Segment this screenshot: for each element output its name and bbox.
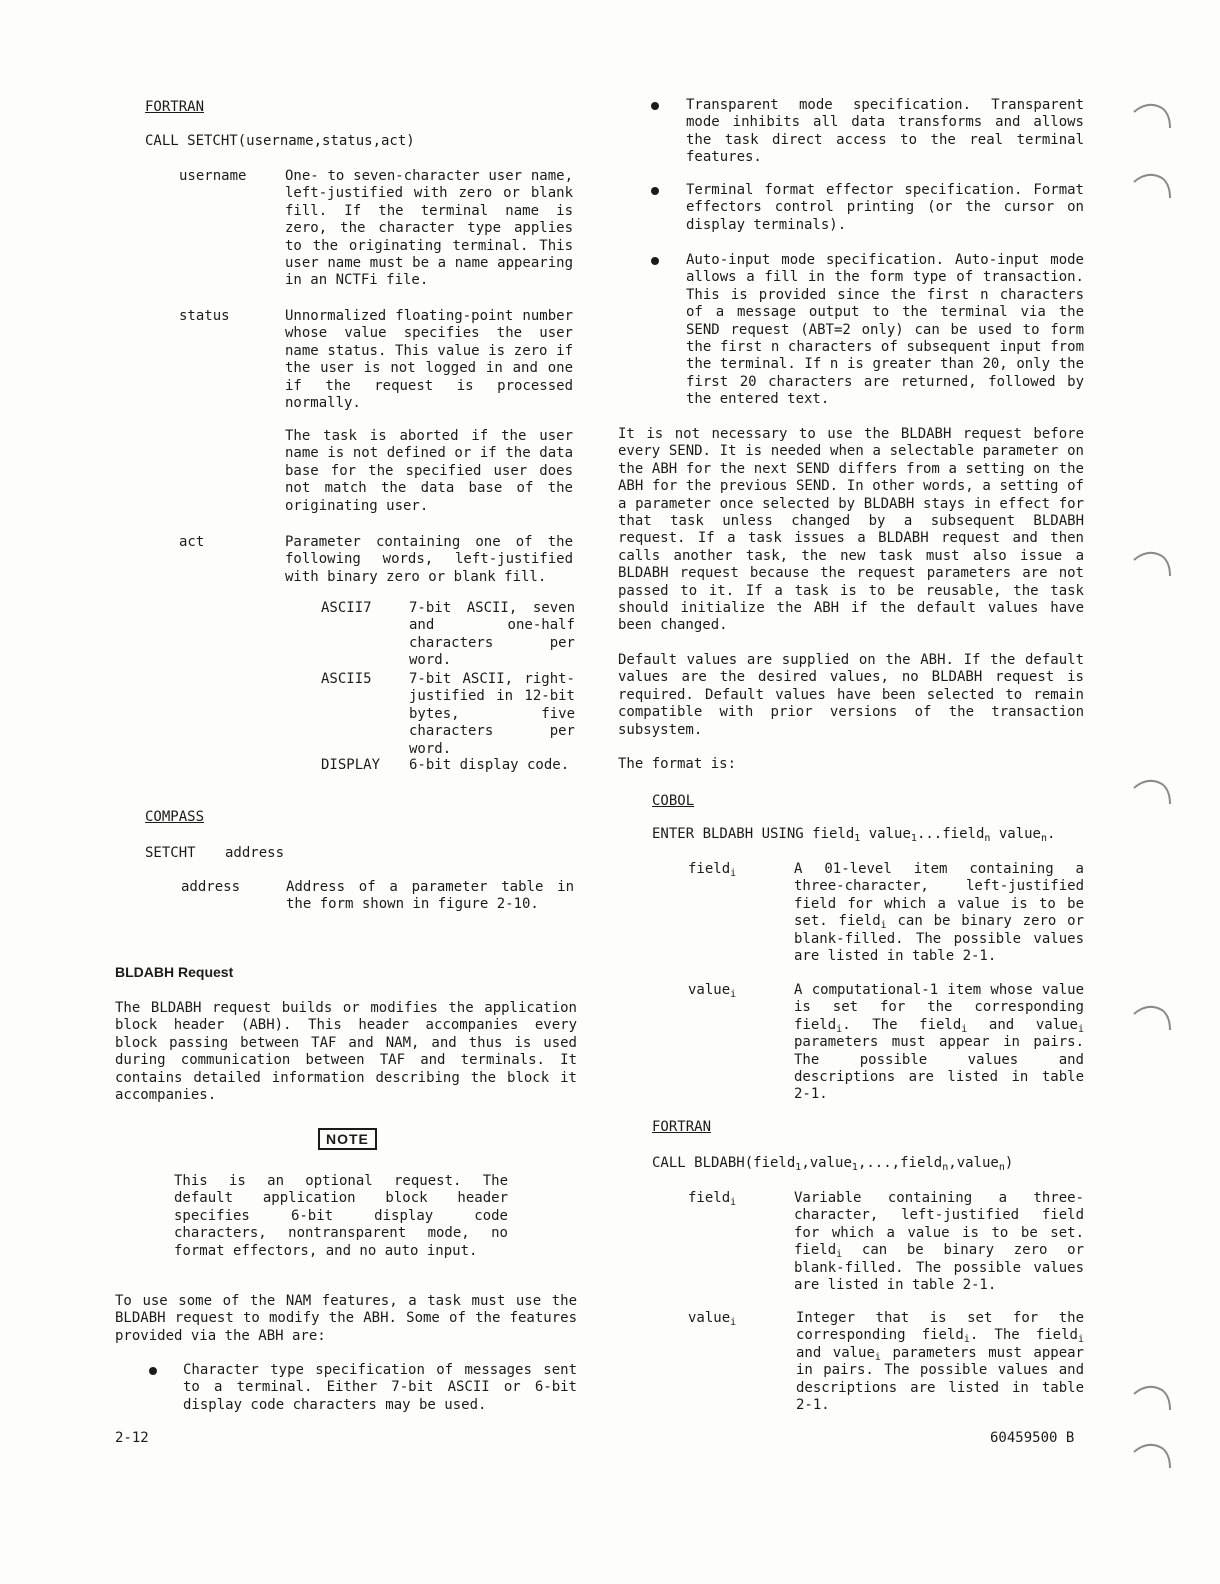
page-number: 2-12	[115, 1430, 149, 1446]
option-display-def: 6-bit display code.	[409, 757, 570, 773]
compass-call-arg: address	[225, 845, 285, 861]
fortran-call-syntax: CALL SETCHT(username,status,act)	[145, 133, 415, 149]
fortran-heading: FORTRAN	[145, 99, 205, 115]
note-text: This is an optional request. The default application block header specifies 6-bit display code characters, nontransparent mode, no format effectors, and no auto input.	[174, 1173, 508, 1259]
cobol-field-term: field$_i$	[688, 861, 737, 879]
binder-hole-mark	[1130, 100, 1174, 130]
bullet-dot	[149, 1367, 157, 1375]
note-label: NOTE	[318, 1128, 377, 1150]
compass-heading: COMPASS	[145, 809, 205, 825]
fortran-value-term: value$_i$	[688, 1310, 737, 1328]
binder-hole-mark	[1130, 776, 1174, 806]
bullet-dot	[651, 257, 659, 265]
param-username-def: One- to seven-character user name, left-justified with zero or blank fill. If the terminal name is zero, the character type applies to the originating terminal. This user name must be a name appearing in an NCTFi file.	[285, 168, 573, 289]
option-ascii5-def: 7-bit ASCII, right-justified in 12-bit bytes, five characters per word.	[409, 671, 575, 757]
option-ascii5-term: ASCII5	[321, 671, 372, 687]
param-address-def: Address of a parameter table in the form shown in figure 2-10.	[286, 879, 574, 913]
param-act-term: act	[179, 534, 205, 550]
default-values-paragraph: Default values are supplied on the ABH. If the default values are the desired values, no BLDABH request is required. Default values have been selected to remain compatible with prior versions of the transaction subsystem.	[618, 652, 1084, 738]
fortran-field-term: field$_i$	[688, 1190, 737, 1208]
param-status-term: status	[179, 308, 230, 324]
param-username-term: username	[179, 168, 247, 184]
param-status-def: Unnormalized floating-point number whose value specifies the user name status. This value is zero if the user is not logged in and one if the request is processed normally.	[285, 308, 573, 412]
bullet-dot	[651, 102, 659, 110]
binder-hole-mark	[1130, 1440, 1174, 1470]
bullet-transparent-mode: Transparent mode specification. Transparent mode inhibits all data transforms and allows the task direct access to the real terminal features.	[686, 97, 1084, 166]
binder-hole-mark	[1130, 548, 1174, 578]
binder-hole-mark	[1130, 1382, 1174, 1412]
bldabh-intro-paragraph: The BLDABH request builds or modifies the application block header (ABH). This header accompanies every block passing between TAF and NAM, and thus is used during communication between TAF and terminals. It contains detailed information describing the block it accompanies.	[115, 1000, 577, 1104]
bullet-character-type: Character type specification of messages sent to a terminal. Either 7-bit ASCII or 6-bit display code characters may be used.	[183, 1362, 577, 1413]
nam-features-paragraph: To use some of the NAM features, a task must use the BLDABH request to modify the ABH. Some of the features provided via the ABH are:	[115, 1293, 577, 1344]
bullet-format-effector: Terminal format effector specification. Format effectors control printing (or the cursor on display terminals).	[686, 182, 1084, 233]
binder-hole-mark	[1130, 170, 1174, 200]
binder-hole-mark	[1130, 1002, 1174, 1032]
bullet-auto-input: Auto-input mode specification. Auto-input mode allows a fill in the form type of transaction. This is provided since the first n characters of a message output to the terminal via the SEND request (ABT=2 only) can be used to form the first n characters of subsequent input from the terminal. If n is greater than 20, only the first 20 characters are returned, followed by the entered text.	[686, 252, 1084, 408]
cobol-value-def: A computational-1 item whose value is set for the corresponding field$_i$. The field$_i$ and value$_i$ parameters must appear in pairs. The possible values and descriptions are listed in table 2-1.	[794, 982, 1084, 1103]
param-address-term: address	[181, 879, 241, 895]
bldabh-section-title: BLDABH Request	[115, 964, 234, 980]
fortran-call-syntax-2: CALL BLDABH(field$_1$,value$_1$,...,field$_n$,value$_n$)	[652, 1155, 1014, 1173]
cobol-call-syntax: ENTER BLDABH USING field$_1$ value$_1$...field$_n$ value$_n$.	[652, 826, 1056, 844]
fortran-heading-2: FORTRAN	[652, 1119, 712, 1135]
compass-call-op: SETCHT	[145, 845, 196, 861]
fortran-value-def: Integer that is set for the corresponding field$_i$. The field$_i$ and value$_i$ parameters must appear in pairs. The possible values and descriptions are listed in table 2-1.	[796, 1310, 1084, 1414]
option-ascii7-def: 7-bit ASCII, seven and one-half characters per word.	[409, 600, 575, 669]
option-display-term: DISPLAY	[321, 757, 381, 773]
option-ascii7-term: ASCII7	[321, 600, 372, 616]
cobol-value-term: value$_i$	[688, 982, 737, 1000]
cobol-field-def: A 01-level item containing a three-character, left-justified field for which a value is to be set. field$_i$ can be binary zero or blank-filled. The possible values are listed in table 2-1.	[794, 861, 1084, 965]
format-intro: The format is:	[618, 756, 737, 772]
cobol-heading: COBOL	[652, 793, 695, 809]
document-number: 60459500 B	[990, 1430, 1075, 1446]
fortran-field-def: Variable containing a three-character, left-justified field for which a value is to be set. field$_i$ can be binary zero or blank-filled. The possible values are listed in table 2-1.	[794, 1190, 1084, 1294]
param-act-def: Parameter containing one of the following words, left-justified with binary zero or blank fill.	[285, 534, 573, 585]
bullet-dot	[651, 187, 659, 195]
abh-usage-paragraph: It is not necessary to use the BLDABH request before every SEND. It is needed when a selectable parameter on the ABH for the next SEND differs from a setting on the ABH for the previous SEND. In other words, a setting of a parameter once selected by BLDABH stays in effect for that task unless changed by a subsequent BLDABH request. If a task issues a BLDABH request and then calls another task, the new task must also issue a BLDABH request because the request parameters are not passed to it. If a task is to be reusable, the task should initialize the ABH if the default values have been changed.	[618, 426, 1084, 634]
param-status-def-2: The task is aborted if the user name is not defined or if the data base for the specified user does not match the data base of the originating user.	[285, 428, 573, 514]
